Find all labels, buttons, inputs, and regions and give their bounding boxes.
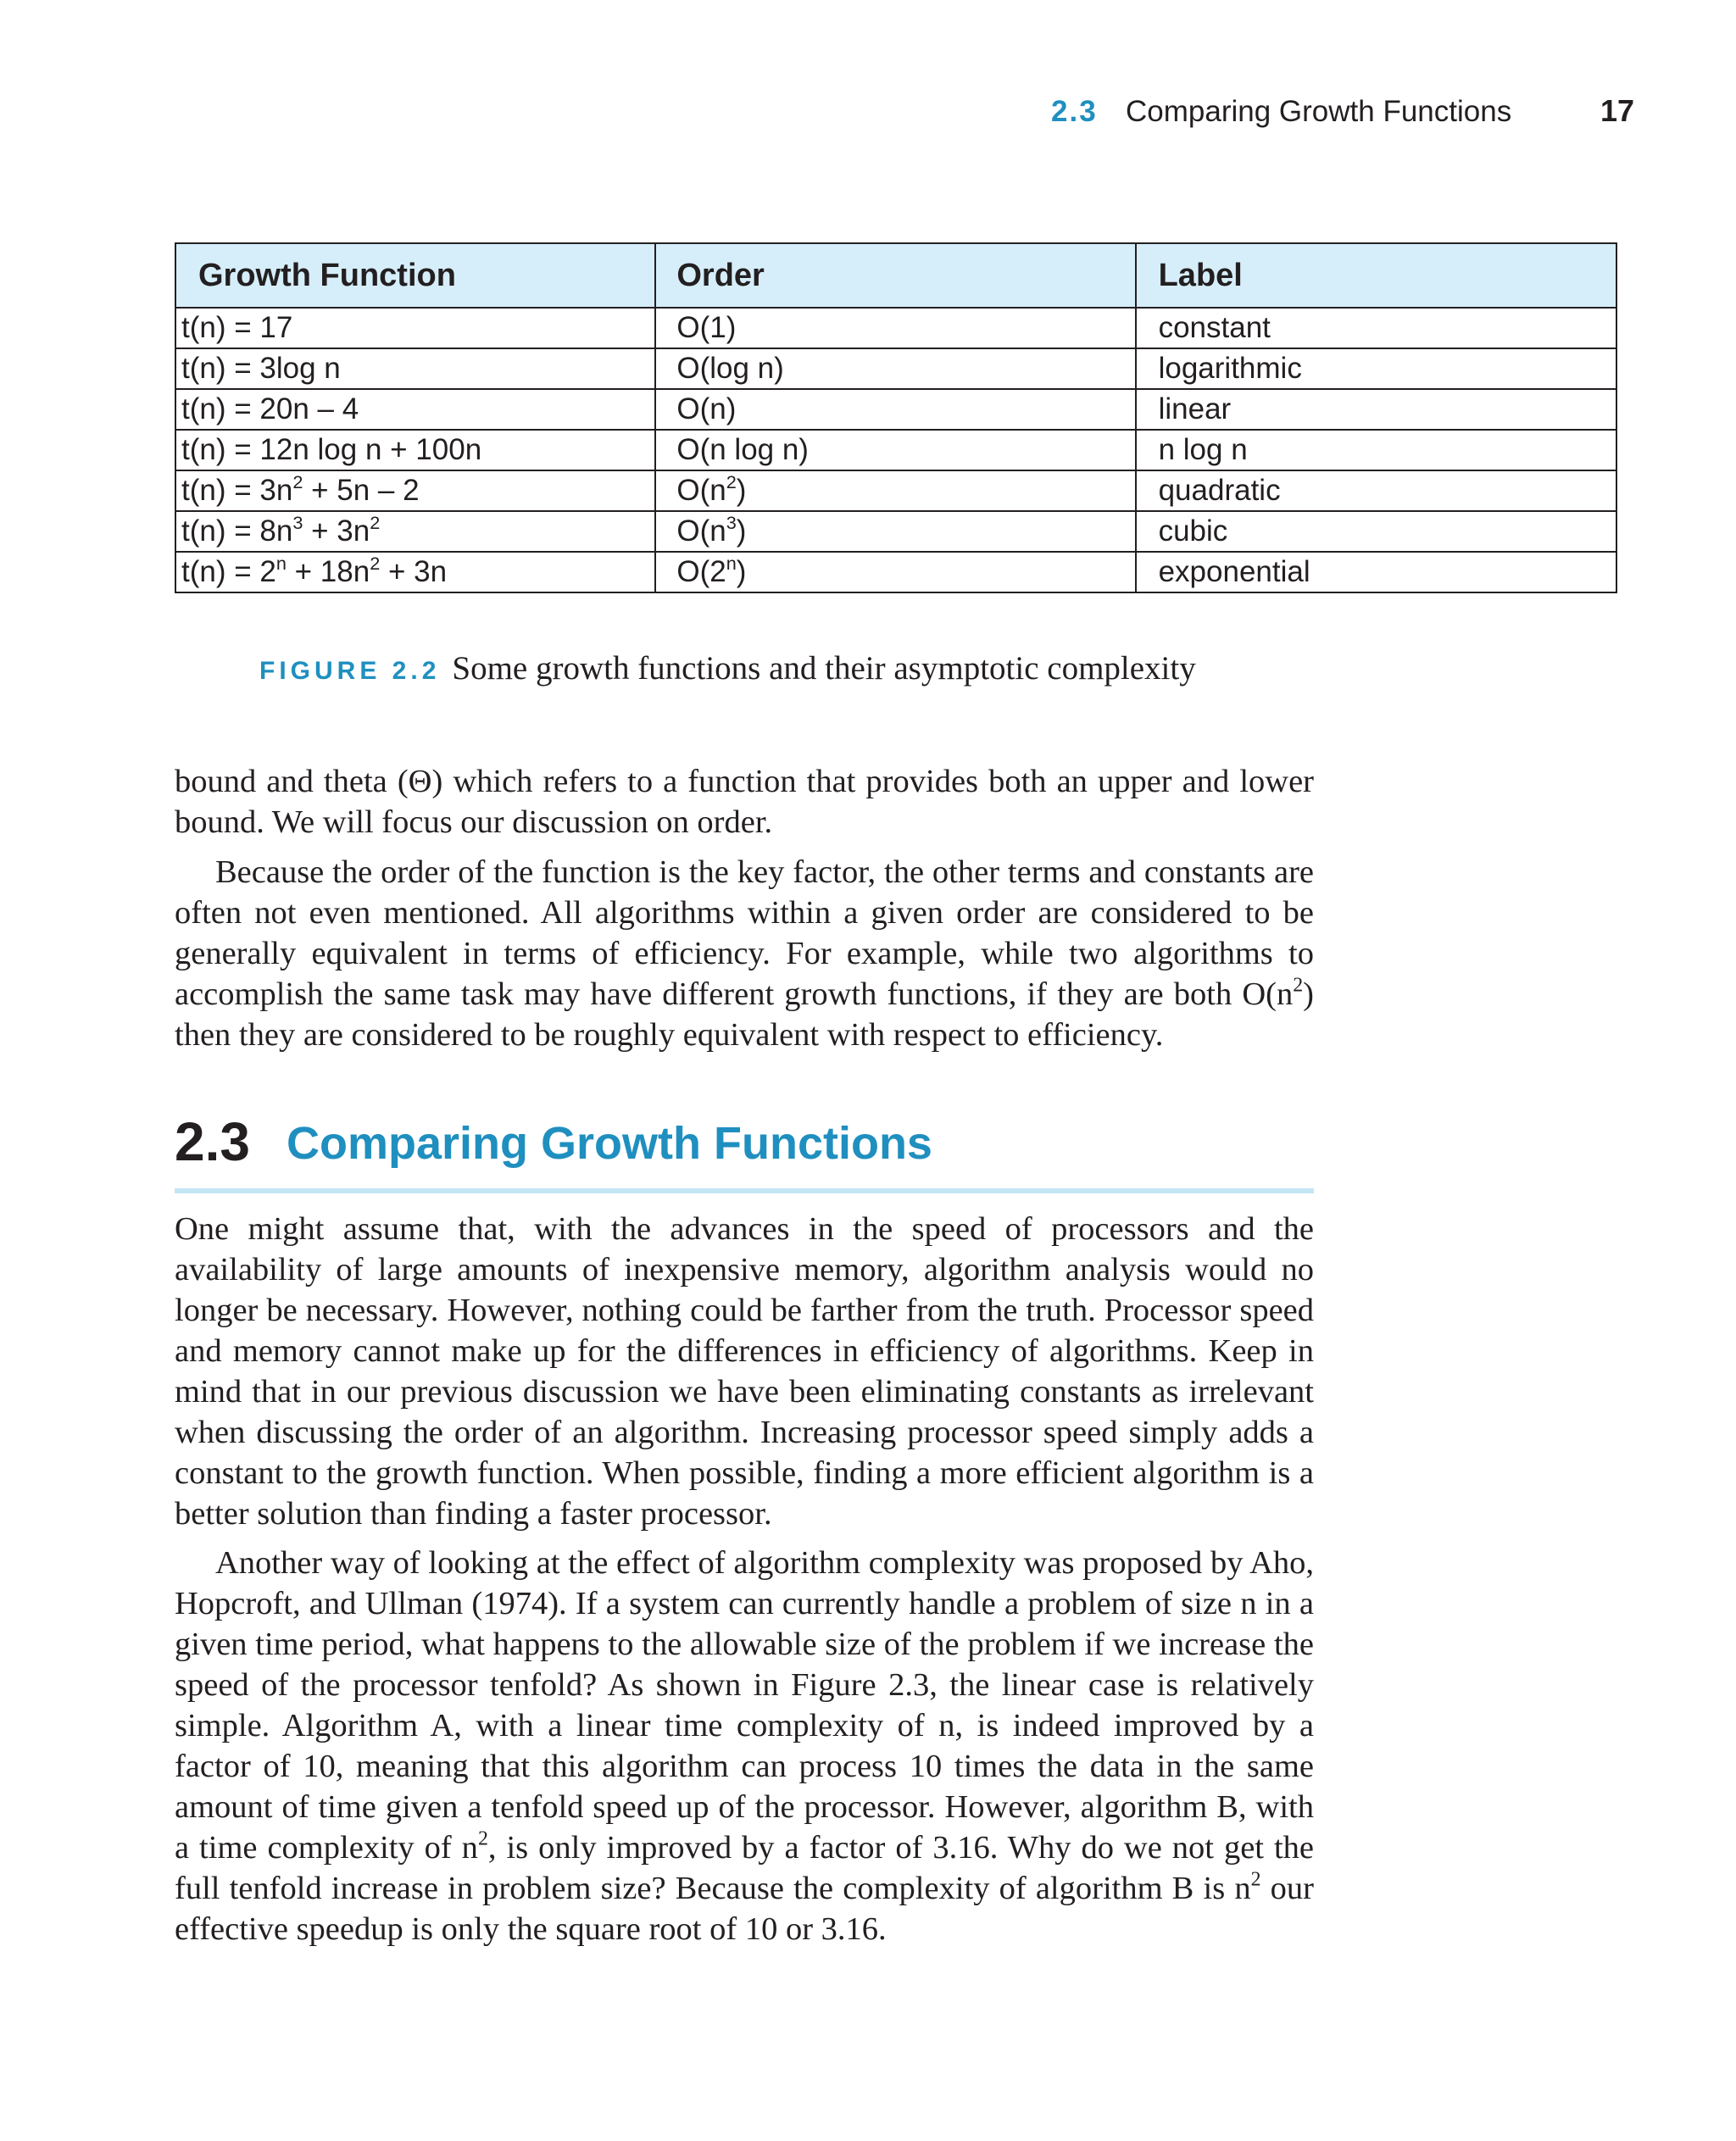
table-header-row <box>175 243 1616 308</box>
page-number: 17 <box>1600 93 1634 128</box>
table-header-label: Label <box>1136 243 1616 308</box>
paragraph-text: Another way of looking at the effect of algorithm complexity was proposed by Aho, Hopcroft, and Ullman (1974). If a system can currently handle a problem of size n in a given time period, what happens to the allowable size of the problem if we increase the speed of the processor tenfold? As shown in Figure 2.3, the linear case is relatively simple. Algorithm A, with a linear time complexity of n, is indeed improved by a factor of 10, meaning that this algorithm can process 10 times the data in the same amount of time given a tenfold speed up of the processor. However, algorithm B, with a time complexity of n <box>175 1545 1314 1866</box>
running-head-section-number: 2.3 <box>1051 95 1098 128</box>
figure-caption <box>259 649 1531 687</box>
growth-function-cell: t(n) = 3log n <box>175 348 655 389</box>
growth-function-table <box>175 242 1617 593</box>
fn-text: t(n) = 8n <box>181 514 293 548</box>
order-cell: O(n) <box>655 389 1135 430</box>
table-row <box>175 511 1616 552</box>
table-row <box>175 470 1616 511</box>
order-exponent: 2 <box>726 470 737 492</box>
paragraph-text: ) then they are considered to be roughly equivalent with respect to efficiency. <box>175 976 1314 1053</box>
superscript: 2 <box>1293 974 1304 997</box>
fn-exponent: n <box>275 552 287 574</box>
label-cell: logarithmic <box>1136 348 1616 389</box>
table-row <box>175 389 1616 430</box>
paragraph-2 <box>175 852 1314 1055</box>
order-text: O(n <box>676 514 726 548</box>
table-row <box>175 552 1616 592</box>
fn-exponent: 2 <box>370 552 381 574</box>
section-number: 2.3 <box>175 1111 250 1172</box>
table-header-order: Order <box>655 243 1135 308</box>
label-cell: cubic <box>1136 511 1616 552</box>
table-row <box>175 308 1616 348</box>
label-cell: constant <box>1136 308 1616 348</box>
paragraph-3: One might assume that, with the advances in the speed of processors and the availability of large amounts of inexpensive memory, algorithm analysis would no longer be necessary. However, nothing could be farther from the truth. Processor speed and memory cannot make up for the differences in efficiency of algorithms. Keep in mind that in our previous discussion we have been eliminating constants as irrelevant when discussing the order of an algorithm. Increasing processor speed simply adds a constant to the growth function. When possible, finding a more efficient algorithm is a better solution than finding a faster processor. <box>175 1211 1314 1532</box>
label-cell: exponential <box>1136 552 1616 592</box>
label-cell: linear <box>1136 389 1616 430</box>
fn-text: t(n) = 2 <box>181 555 276 588</box>
fn-exponent: 2 <box>292 470 303 492</box>
section-title: Comparing Growth Functions <box>287 1118 932 1169</box>
label-cell: n log n <box>1136 430 1616 470</box>
order-cell <box>655 470 1135 511</box>
order-text: ) <box>736 514 747 548</box>
section-heading <box>175 1107 1314 1192</box>
growth-function-cell: t(n) = 12n log n + 100n <box>175 430 655 470</box>
section-rule <box>175 1188 1314 1193</box>
growth-function-cell: t(n) = 17 <box>175 308 655 348</box>
paragraph-1: bound and theta (Θ) which refers to a function that provides both an upper and lower bound. We will focus our discussion on order. <box>175 764 1314 840</box>
order-cell <box>655 552 1135 592</box>
fn-exponent: 3 <box>292 511 303 533</box>
order-cell: O(1) <box>655 308 1135 348</box>
label-cell: quadratic <box>1136 470 1616 511</box>
fn-text: t(n) = 3n <box>181 474 293 507</box>
superscript: 2 <box>477 1827 488 1850</box>
growth-function-cell <box>175 511 655 552</box>
order-exponent: n <box>726 552 737 574</box>
order-text: O(n <box>676 474 726 507</box>
growth-function-cell <box>175 470 655 511</box>
paragraph-text: Because the order of the function is the key factor, the other terms and constants are often not even mentioned. All algorithms within a given order are considered to be generally equivalent in terms of efficiency. For example, while two algorithms to accomplish the same task may have different growth functions, if they are both O(n <box>175 854 1314 1012</box>
growth-function-cell <box>175 552 655 592</box>
superscript: 2 <box>1250 1868 1261 1891</box>
paragraph-text: our effective speedup is only the square root of 10 or 3.16. <box>175 1871 1314 1947</box>
running-head-section-title: Comparing Growth Functions <box>1126 95 1512 128</box>
order-text: ) <box>736 474 747 507</box>
fn-text: + 3n <box>303 514 370 548</box>
paragraph-text: , is only improved by a factor of 3.16. Why do we not get the full tenfold increase in problem size? Because the complexity of algorithm B is n <box>175 1830 1314 1906</box>
order-cell <box>655 511 1135 552</box>
running-head <box>1017 92 1687 134</box>
fn-exponent: 2 <box>370 511 381 533</box>
fn-text: + 5n – 2 <box>303 474 420 507</box>
order-text: O(2 <box>676 555 726 588</box>
table-header-growth-function: Growth Function <box>175 243 655 308</box>
table-row <box>175 348 1616 389</box>
growth-function-cell: t(n) = 20n – 4 <box>175 389 655 430</box>
order-cell: O(n log n) <box>655 430 1135 470</box>
fn-text: + 3n <box>380 555 448 588</box>
figure-caption-text: Some growth functions and their asymptotic complexity <box>452 650 1196 687</box>
figure-label: FIGURE 2.2 <box>259 657 441 685</box>
table-row <box>175 430 1616 470</box>
order-cell: O(log n) <box>655 348 1135 389</box>
order-text: ) <box>736 555 747 588</box>
fn-text: + 18n <box>286 555 370 588</box>
order-exponent: 3 <box>726 511 737 533</box>
paragraph-4 <box>175 1543 1314 1949</box>
